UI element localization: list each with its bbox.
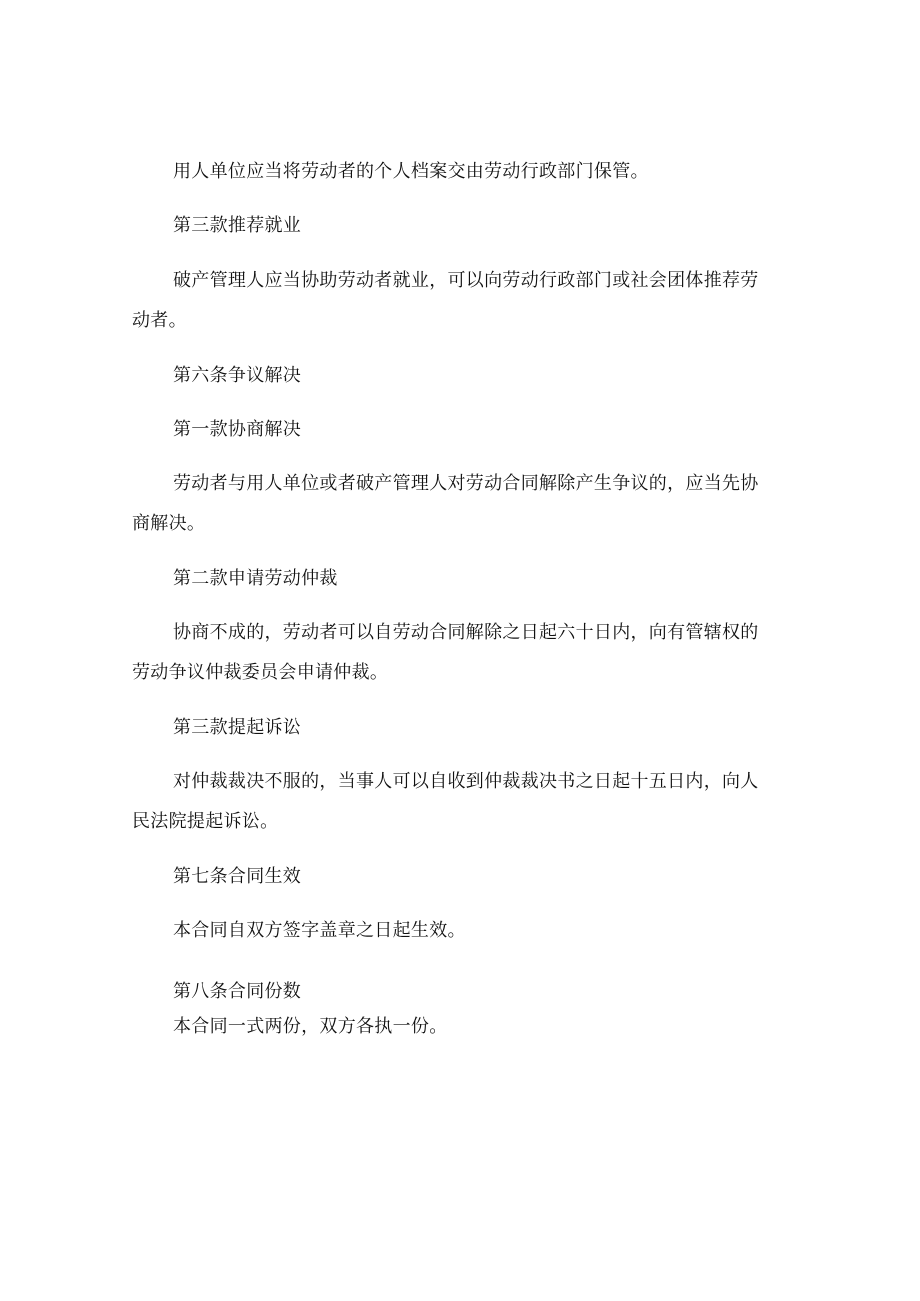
article-heading-contract-copies: 第八条合同份数 <box>173 981 302 1002</box>
paragraph-negotiation: 劳动者与用人单位或者破产管理人对劳动合同解除产生争议的，应当先协商解决。 <box>132 473 759 534</box>
paragraph-arbitration: 协商不成的，劳动者可以自劳动合同解除之日起六十日内，向有管辖权的劳动争议仲裁委员会申请仲裁。 <box>132 622 759 683</box>
paragraph-employment-recommendation: 破产管理人应当协助劳动者就业，可以向劳动行政部门或社会团体推荐劳动者。 <box>132 270 759 331</box>
article-heading-dispute-resolution: 第六条争议解决 <box>173 365 302 386</box>
clause-heading-arbitration: 第二款申请劳动仲裁 <box>173 568 338 589</box>
clause-heading-employment-recommendation: 第三款推荐就业 <box>173 215 302 236</box>
clause-heading-litigation: 第三款提起诉讼 <box>173 717 302 738</box>
clause-heading-negotiation: 第一款协商解决 <box>173 419 302 440</box>
article-heading-contract-effect: 第七条合同生效 <box>173 866 302 887</box>
paragraph-contract-copies: 本合同一式两份，双方各执一份。 <box>173 1016 448 1037</box>
paragraph-archive-custody: 用人单位应当将劳动者的个人档案交由劳动行政部门保管。 <box>173 161 649 182</box>
paragraph-litigation: 对仲裁裁决不服的，当事人可以自收到仲裁裁决书之日起十五日内，向人民法院提起诉讼。 <box>132 771 759 832</box>
paragraph-contract-effect: 本合同自双方签字盖章之日起生效。 <box>173 920 466 941</box>
